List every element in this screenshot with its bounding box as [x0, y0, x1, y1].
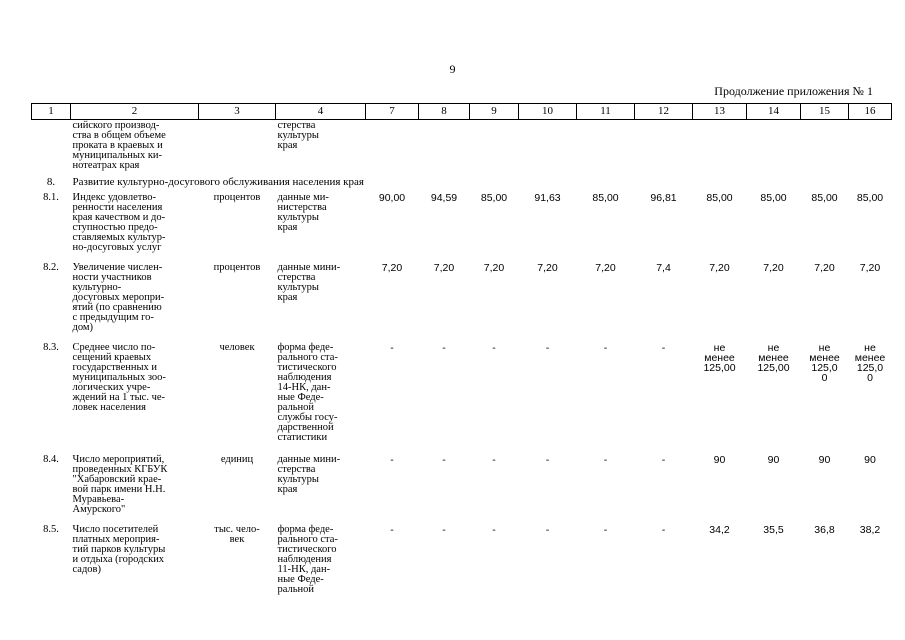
column-header: 12	[635, 104, 693, 120]
row-number: 8.4.	[43, 453, 59, 465]
column-header: 10	[519, 104, 577, 120]
value-cell: -	[390, 453, 394, 466]
value-cell: 35,5	[763, 523, 784, 536]
indicator-name: сийского производ- ства в общем объеме проката в краевых и муниципальных ки- нотеатрах края	[72, 120, 166, 171]
unit: процентов	[213, 191, 261, 203]
value-cell: 34,2	[709, 523, 730, 536]
column-header: 2	[71, 104, 199, 120]
value-cell	[693, 120, 747, 174]
value-cell: 36,8	[814, 523, 835, 536]
page-number: 9	[449, 62, 456, 76]
value-cell: 38,2	[859, 523, 881, 536]
unit: человек	[219, 341, 255, 353]
section-number: 8.	[46, 175, 56, 188]
value-cell: 7,20	[595, 261, 616, 274]
column-header: 16	[849, 104, 892, 120]
table-row	[32, 262, 892, 342]
value-cell: 7,4	[656, 261, 671, 274]
data-source: данные мини- стерства культуры края	[277, 453, 341, 495]
column-header: 9	[470, 104, 519, 120]
column-header: 4	[276, 104, 366, 120]
value-cell: не менее 125,0 0	[809, 341, 840, 384]
value-cell: -	[603, 523, 608, 536]
indicator-name: Число посетителей платных мероприя- тий парков культуры и отдыха (городских садов)	[72, 523, 166, 575]
data-source: форма феде- рального ста- тистического наблюдения 11-НК, дан- ные Феде- ральной	[277, 523, 338, 595]
table-row	[32, 120, 892, 174]
value-cell: -	[545, 453, 550, 466]
value-cell: -	[661, 453, 666, 466]
indicator-name: Число мероприятий, проведенных КГБУК "Хабаровский крае- вой парк имени Н.Н. Муравьева- Амурского"	[72, 453, 168, 515]
value-cell: 90,00	[378, 191, 406, 204]
data-source: данные ми- нистерства культуры края	[277, 191, 329, 233]
column-header: 14	[747, 104, 801, 120]
indicator-name: Увеличение числен- ности участников культурно- досуговых меропри- ятий (по сравнению с предыдущим го- дом)	[72, 261, 165, 333]
row-number: 8.1.	[43, 191, 59, 203]
value-cell: -	[390, 341, 394, 354]
continuation-label: Продолжение приложения № 1	[714, 84, 873, 98]
value-cell: -	[390, 523, 394, 536]
value-cell	[849, 120, 892, 174]
column-header: 8	[419, 104, 470, 120]
column-header: 3	[199, 104, 276, 120]
value-cell: -	[442, 453, 446, 466]
value-cell: 90	[713, 453, 726, 466]
row-number: 8.5.	[43, 523, 59, 535]
value-cell: -	[603, 341, 608, 354]
value-cell	[801, 120, 849, 174]
indicator-name: Индекс удовлетво- ренности населения края качеством и до- ступностью предо- ставляемых культур- но-досуговых услуг	[72, 191, 166, 253]
value-cell: -	[492, 523, 496, 536]
value-cell: не менее 125,00	[703, 341, 736, 374]
unit: единиц	[220, 453, 254, 465]
value-cell: 85,00	[706, 191, 733, 204]
value-cell: -	[661, 523, 666, 536]
value-cell: не менее 125,00	[757, 341, 790, 374]
value-cell: 7,20	[381, 261, 403, 274]
row-number	[32, 120, 71, 174]
data-source: данные мини- стерства культуры края	[277, 261, 341, 303]
value-cell	[470, 120, 519, 174]
column-header: 13	[693, 104, 747, 120]
value-cell: -	[492, 341, 496, 354]
column-header: 15	[801, 104, 849, 120]
value-cell	[419, 120, 470, 174]
data-source: форма феде- рального ста- тистического наблюдения 14-НК, дан- ные Феде- ральной службы госу- дарственной статистики	[277, 341, 338, 443]
value-cell	[366, 120, 419, 174]
value-cell: 85,00	[811, 191, 838, 204]
value-cell: 7,20	[814, 261, 835, 274]
value-cell: 85,00	[760, 191, 787, 204]
row-number: 8.2.	[43, 261, 59, 273]
table-row	[32, 454, 892, 524]
value-cell: 96,81	[650, 191, 677, 204]
value-cell: 85,00	[592, 191, 619, 204]
value-cell: 7,20	[433, 261, 455, 274]
unit	[199, 120, 276, 174]
value-cell: -	[661, 341, 666, 354]
value-cell: -	[545, 523, 550, 536]
column-header: 1	[32, 104, 71, 120]
table-row	[32, 342, 892, 454]
value-cell: 94,59	[430, 191, 458, 204]
value-cell: 7,20	[859, 261, 881, 274]
value-cell: 7,20	[537, 261, 558, 274]
value-cell: 85,00	[856, 191, 884, 204]
row-number: 8.3.	[43, 341, 59, 353]
column-header: 11	[577, 104, 635, 120]
unit: тыс. чело- век	[214, 523, 260, 545]
indicator-name: Среднее число по- сещений краевых государственных и муниципальных зоо- логических учре- ждений на 1 тыс. че- ловек населения	[72, 341, 166, 413]
value-cell	[747, 120, 801, 174]
value-cell: -	[492, 453, 496, 466]
column-header: 7	[366, 104, 419, 120]
header-row	[32, 104, 892, 120]
value-cell: 90	[818, 453, 831, 466]
section-row	[32, 174, 892, 192]
unit: процентов	[213, 261, 261, 273]
value-cell: не менее 125,0 0	[854, 341, 886, 384]
value-cell: -	[603, 453, 608, 466]
table-row	[32, 192, 892, 262]
value-cell: 7,20	[709, 261, 730, 274]
value-cell: 90	[864, 453, 876, 466]
value-cell: 90	[767, 453, 780, 466]
value-cell	[577, 120, 635, 174]
value-cell	[635, 120, 693, 174]
value-cell: 85,00	[480, 191, 508, 204]
section-title: Развитие культурно-досугового обслуживания населения края	[72, 175, 364, 188]
value-cell: -	[442, 341, 446, 354]
value-cell: 91,63	[534, 191, 561, 204]
value-cell: -	[545, 341, 550, 354]
table-row	[32, 524, 892, 604]
indicator-table	[31, 103, 892, 604]
value-cell: -	[442, 523, 446, 536]
value-cell	[519, 120, 577, 174]
value-cell: 7,20	[763, 261, 784, 274]
value-cell: 7,20	[483, 261, 505, 274]
data-source: стерства культуры края	[277, 120, 319, 151]
